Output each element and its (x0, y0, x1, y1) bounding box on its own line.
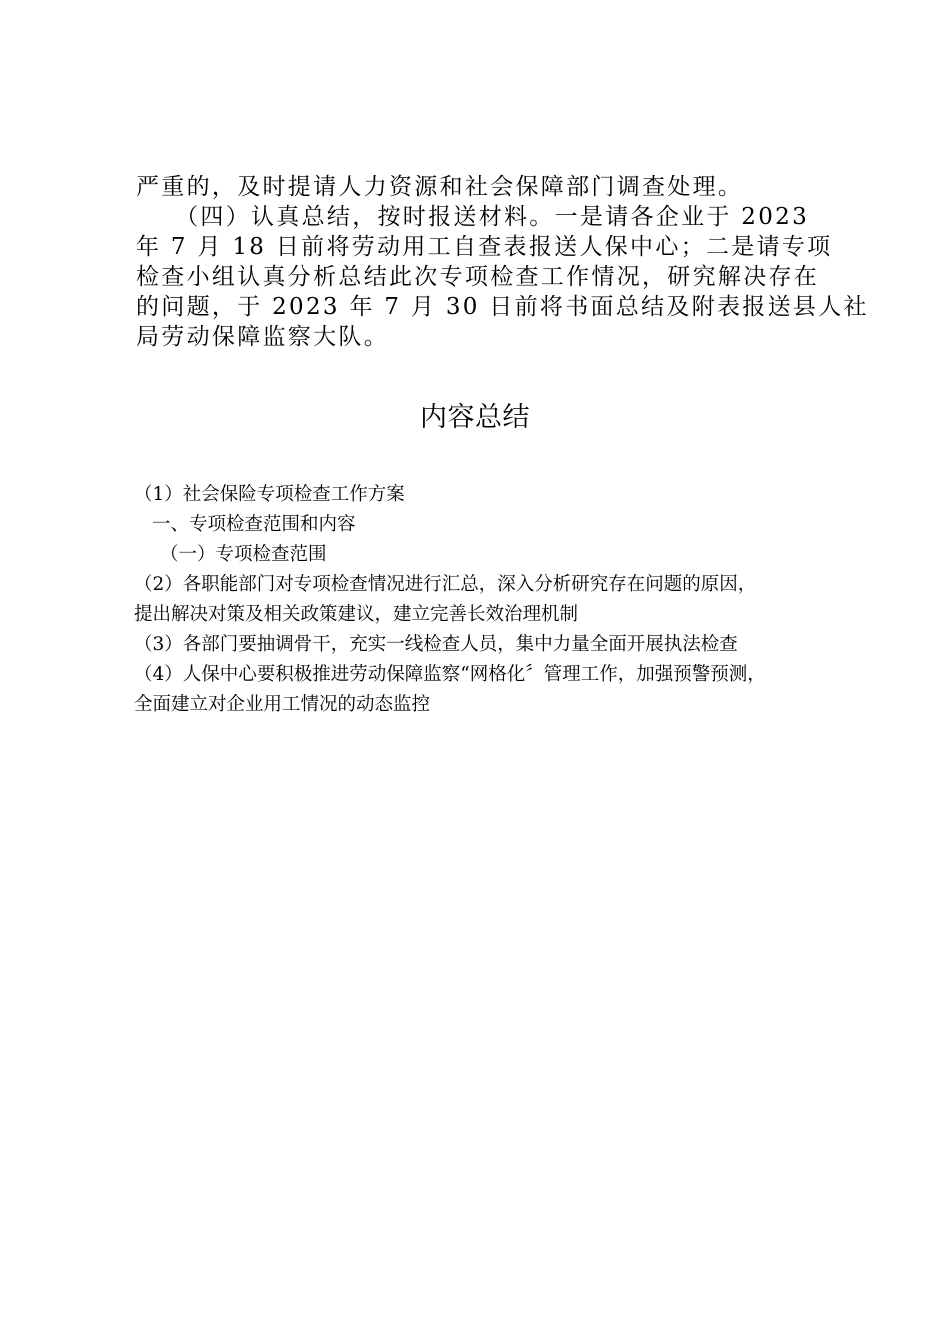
body-text-line: 严重的，及时提请人力资源和社会保障部门调查处理。 (136, 174, 744, 200)
summary-item: （一）专项检查范围 (160, 544, 327, 565)
summary-item: （3）各部门要抽调骨干，充实一线检查人员，集中力量全面开展执法检查 (134, 634, 738, 655)
summary-list (134, 480, 834, 720)
summary-item: （1）社会保险专项检查工作方案 (134, 484, 405, 505)
summary-item: 一、专项检查范围和内容 (152, 514, 356, 535)
summary-item: （2）各职能部门对专项检查情况进行汇总，深入分析研究存在问题的原因， (134, 574, 757, 595)
summary-item: （4）人保中心要积极推进劳动保障监察“网格化〞管理工作，加强预警预测， (134, 664, 766, 685)
body-text-line: 检查小组认真分析总结此次专项检查工作情况，研究解决存在 (136, 264, 820, 290)
body-text-line: 的问题，于 2023 年 7 月 30 日前将书面总结及附表报送县人社 (136, 294, 869, 320)
body-text-line: 局劳动保障监察大队。 (136, 324, 389, 350)
body-paragraph-section-four (136, 202, 869, 352)
summary-item: 提出解决对策及相关政策建议，建立完善长效治理机制 (134, 604, 579, 625)
body-paragraph-continuation (136, 172, 826, 202)
summary-item: 全面建立对企业用工情况的动态监控 (134, 694, 431, 715)
summary-title: 内容总结 (420, 402, 530, 433)
body-text-line: （四）认真总结，按时报送材料。一是请各企业于 2023 (136, 204, 810, 230)
body-text-line: 年 7 月 18 日前将劳动用工自查表报送人保中心；二是请专项 (136, 234, 833, 260)
